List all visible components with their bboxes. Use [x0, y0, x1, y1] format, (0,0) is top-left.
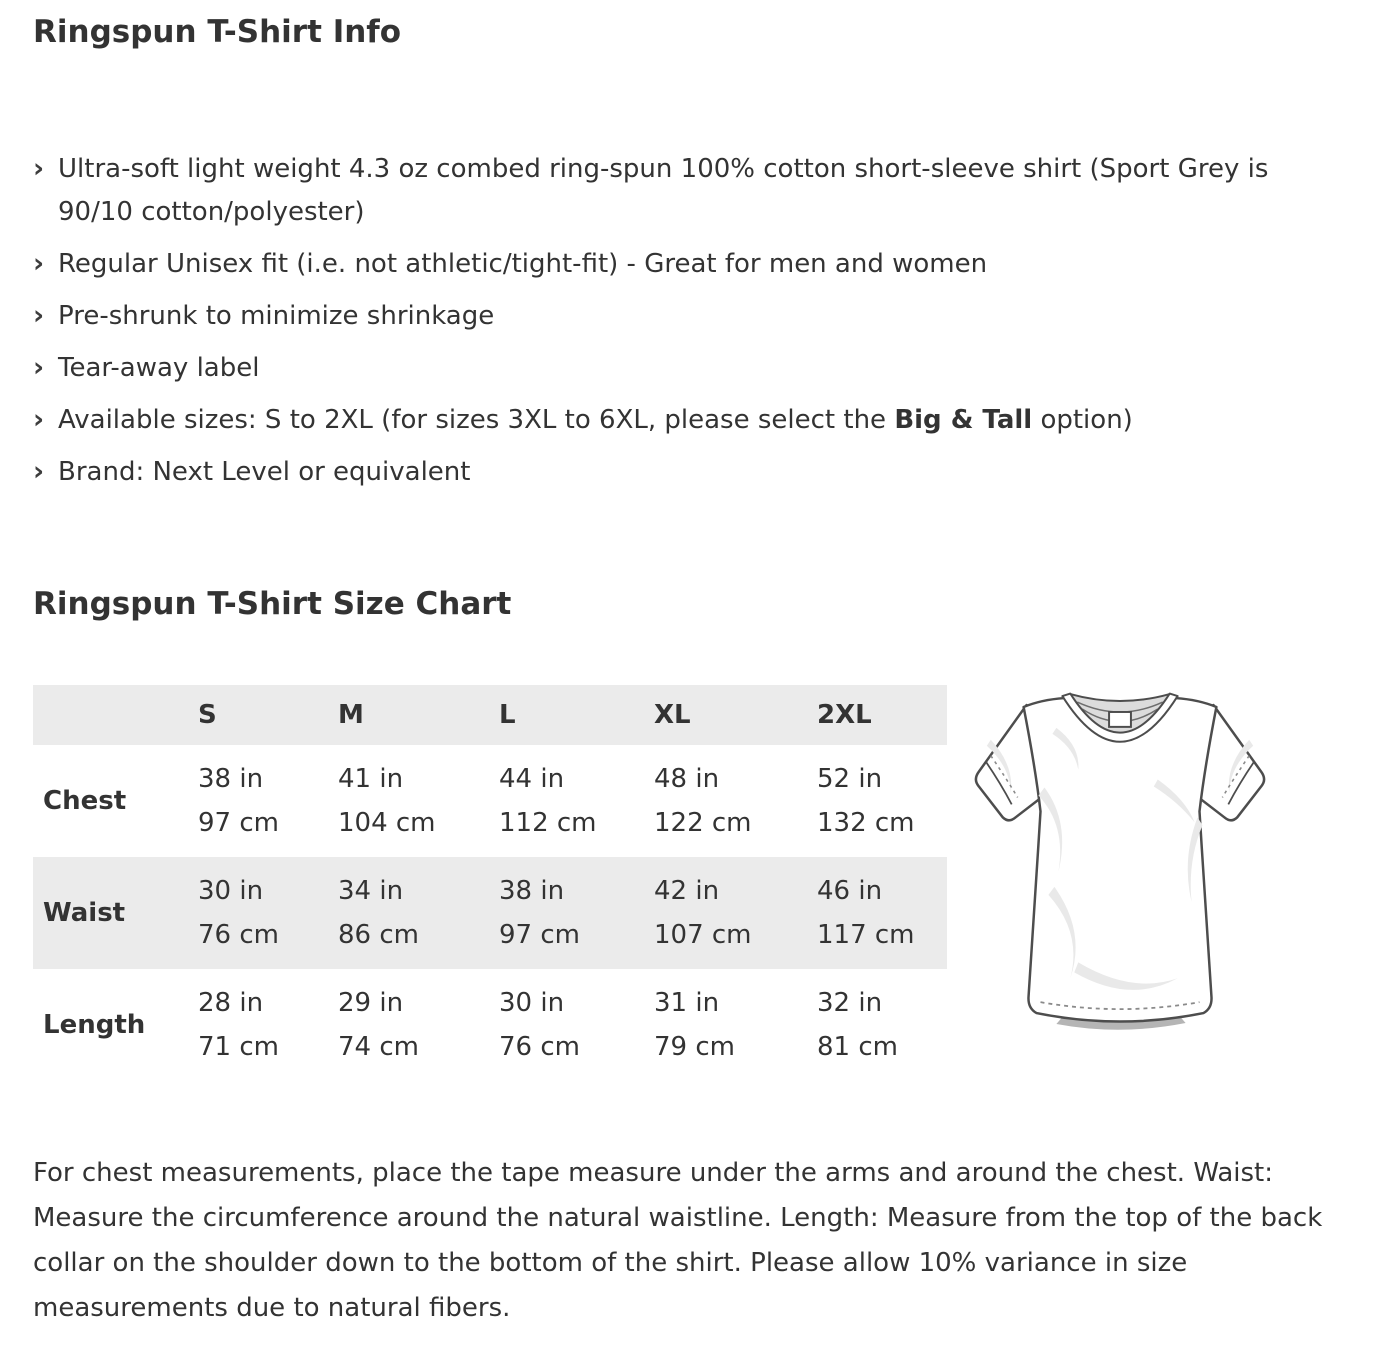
table-header-row: [33, 685, 947, 745]
row-label: Waist: [43, 898, 126, 928]
size-chart-section: [33, 685, 1348, 1081]
table-cell: 46 in 117 cm: [817, 876, 915, 950]
feature-text: Brand: Next Level or equivalent: [58, 457, 471, 487]
list-item: [33, 243, 1348, 286]
feature-text: Tear-away label: [58, 353, 260, 383]
tshirt-illustration: [961, 688, 1279, 1050]
column-header-l: L: [499, 700, 516, 730]
table-cell: 44 in 112 cm: [499, 764, 597, 838]
table-cell: 38 in 97 cm: [198, 764, 279, 838]
chevron-bullet-icon: ›: [33, 248, 45, 279]
chevron-bullet-icon: ›: [33, 352, 45, 383]
chevron-bullet-icon: ›: [33, 153, 45, 184]
table-cell: 30 in 76 cm: [499, 988, 580, 1062]
chevron-bullet-icon: ›: [33, 300, 45, 331]
table-cell: 48 in 122 cm: [654, 764, 752, 838]
size-chart-title: Ringspun T-Shirt Size Chart: [33, 586, 512, 622]
list-item: [33, 295, 1348, 338]
feature-list: [33, 148, 1348, 494]
table-cell: 29 in 74 cm: [338, 988, 419, 1062]
table-cell: 52 in 132 cm: [817, 764, 915, 838]
feature-text-suffix: option): [1032, 405, 1133, 435]
table-cell: 28 in 71 cm: [198, 988, 279, 1062]
feature-text-prefix: Available sizes: S to 2XL (for sizes 3XL to 6XL, please select the: [58, 405, 895, 435]
table-cell: 41 in 104 cm: [338, 764, 436, 838]
chevron-bullet-icon: ›: [33, 456, 45, 487]
feature-text: Pre-shrunk to minimize shrinkage: [58, 301, 495, 331]
size-chart-table: [33, 685, 947, 1081]
table-row-chest: [33, 745, 947, 857]
page-title: Ringspun T-Shirt Info: [33, 14, 402, 50]
feature-text: Ultra-soft light weight 4.3 oz combed ring-spun 100% cotton short-sleeve shirt (Sport Grey is 90/10 cotton/polyester): [58, 154, 1269, 227]
column-header-m: M: [338, 700, 364, 730]
measurement-notes: For chest measurements, place the tape measure under the arms and around the chest. Waist: Measure the circumference around the natural waistline. Length: Measure from the top of the back collar on the shoulder down to the bottom of the shirt. Please allow 10% variance in size measurements due to natural fibers.: [33, 1158, 1323, 1323]
table-cell: 38 in 97 cm: [499, 876, 580, 950]
table-row-waist: [33, 857, 947, 969]
column-header-s: S: [198, 700, 217, 730]
table-cell: 42 in 107 cm: [654, 876, 752, 950]
list-item: [33, 399, 1348, 442]
list-item: [33, 347, 1348, 390]
list-item: [33, 451, 1348, 494]
table-row-length: [33, 969, 947, 1081]
list-item: [33, 148, 1348, 234]
chevron-bullet-icon: ›: [33, 404, 45, 435]
column-header-xl: XL: [654, 700, 691, 730]
feature-text: [58, 405, 1133, 435]
table-cell: 31 in 79 cm: [654, 988, 735, 1062]
table-cell: 32 in 81 cm: [817, 988, 898, 1062]
column-header-2xl: 2XL: [817, 700, 872, 730]
feature-text: Regular Unisex fit (i.e. not athletic/tight-fit) - Great for men and women: [58, 249, 988, 279]
table-cell: 30 in 76 cm: [198, 876, 279, 950]
feature-text-bold: Big & Tall: [894, 405, 1033, 435]
row-label: Chest: [43, 786, 127, 816]
table-cell: 34 in 86 cm: [338, 876, 419, 950]
size-chart-corner-cell: [33, 685, 198, 745]
row-label: Length: [43, 1010, 146, 1040]
